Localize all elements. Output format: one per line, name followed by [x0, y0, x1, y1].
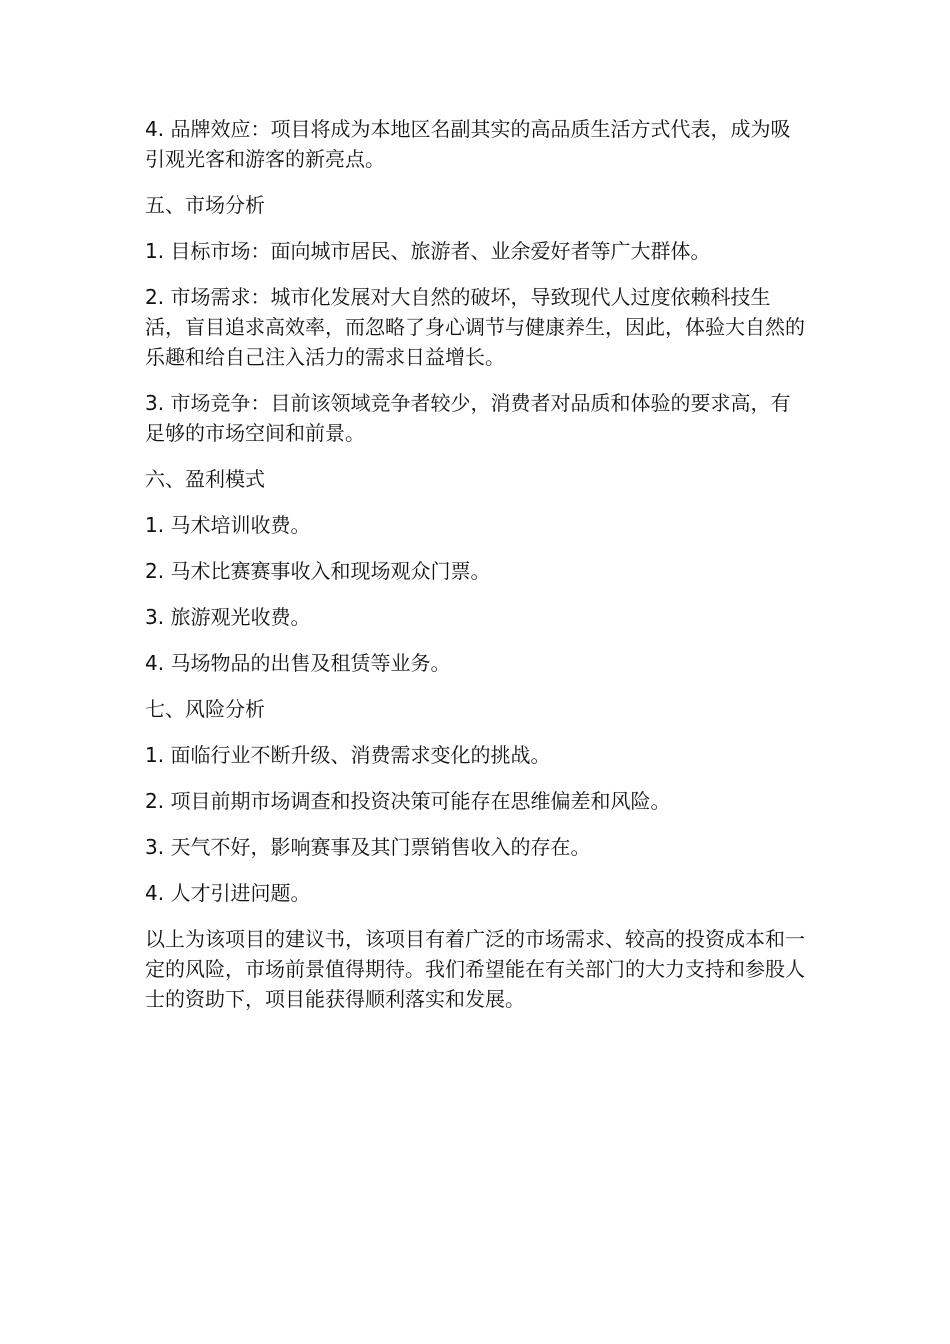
paragraph-industry-risk: 1. 面临行业不断升级、消费需求变化的挑战。: [145, 743, 551, 767]
paragraph-weather-risk: 3. 天气不好，影响赛事及其门票销售收入的存在。: [145, 835, 591, 859]
paragraph-tourism-fees: 3. 旅游观光收费。: [145, 605, 311, 629]
paragraph-decision-risk: 2. 项目前期市场调查和投资决策可能存在思维偏差和风险。: [145, 789, 671, 813]
paragraph-competition-revenue: 2. 马术比赛赛事收入和现场观众门票。: [145, 559, 491, 583]
paragraph-training-fees: 1. 马术培训收费。: [145, 513, 311, 537]
document-body: [145, 114, 805, 1030]
paragraph-target-market: 1. 目标市场：面向城市居民、旅游者、业余爱好者等广大群体。: [145, 239, 711, 263]
paragraph-market-demand: 2. 市场需求：城市化发展对大自然的破坏，导致现代人过度依赖科技生活，盲目追求高效率，而忽略了身心调节与健康养生，因此，体验大自然的乐趣和给自己注入活力的需求日益增长。: [145, 285, 805, 369]
paragraph-conclusion: 以上为该项目的建议书，该项目有着广泛的市场需求、较高的投资成本和一定的风险，市场前景值得期待。我们希望能在有关部门的大力支持和参股人士的资助下，项目能获得顺利落实和发展。: [145, 927, 805, 1011]
paragraph-market-competition: 3. 市场竞争：目前该领域竞争者较少，消费者对品质和体验的要求高，有足够的市场空间和前景。: [145, 391, 791, 445]
paragraph-brand-effect: 4. 品牌效应：项目将成为本地区名副其实的高品质生活方式代表，成为吸引观光客和游客的新亮点。: [145, 117, 791, 171]
section-heading-risk-analysis: 七、风险分析: [145, 697, 265, 721]
section-heading-market-analysis: 五、市场分析: [145, 193, 265, 217]
paragraph-talent-risk: 4. 人才引进问题。: [145, 881, 311, 905]
paragraph-sales-rental: 4. 马场物品的出售及租赁等业务。: [145, 651, 451, 675]
section-heading-profit-model: 六、盈利模式: [145, 467, 265, 491]
